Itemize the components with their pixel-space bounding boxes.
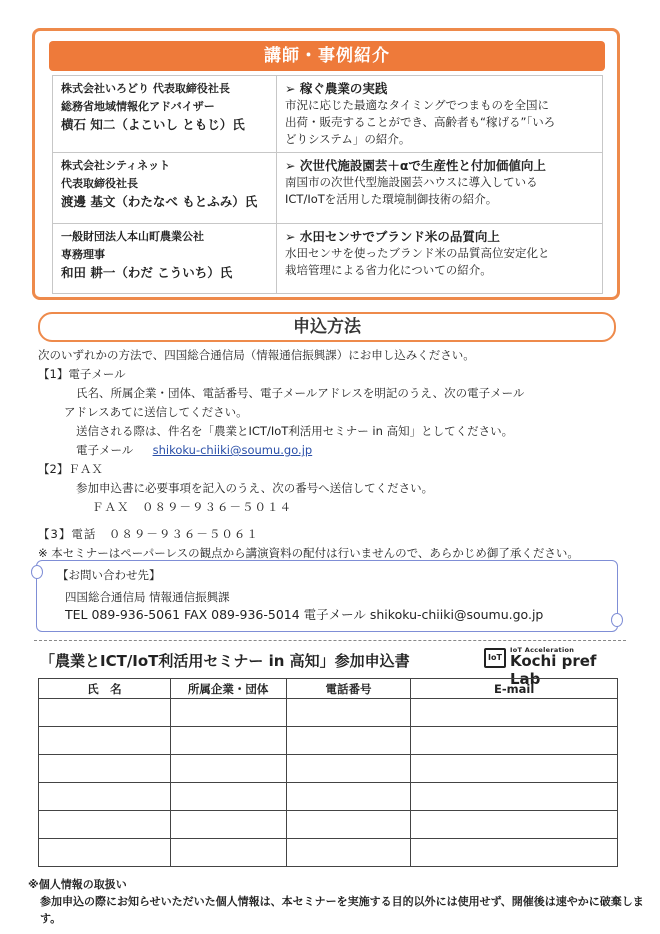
- case-desc: ICT/IoTを活用した環境制御技術の紹介。: [285, 192, 498, 206]
- logo-subtitle: IoT Acceleration: [510, 646, 575, 654]
- privacy-notice: [28, 876, 660, 927]
- case-info: [277, 153, 603, 224]
- fax-number: ＦＡＸ ０８９－９３６－５０１４: [92, 500, 292, 514]
- email-address-link[interactable]: shikoku-chiiki@soumu.go.jp: [152, 443, 313, 457]
- phone-cell[interactable]: [286, 699, 411, 727]
- email-label: 【1】電子メール: [38, 367, 126, 381]
- case-desc: どりシステム」の紹介。: [285, 132, 411, 146]
- table-row: [39, 755, 618, 783]
- privacy-title: ※個人情報の取扱い: [28, 878, 127, 891]
- table-header-row: [39, 679, 618, 699]
- method-intro: 次のいずれかの方法で、四国総合通信局（情報通信振興課）にお申し込みください。: [38, 348, 475, 362]
- speaker-row: [53, 224, 603, 294]
- name-cell[interactable]: [39, 811, 171, 839]
- case-desc: 水田センサを使ったブランド米の品質高位安定化と: [285, 246, 550, 260]
- table-row: [39, 839, 618, 867]
- fax-label: 【2】ＦＡＸ: [38, 462, 103, 476]
- case-desc: 市況に応じた最適なタイミングでつまものを全国に: [285, 98, 550, 112]
- header-phone: 電話番号: [286, 679, 411, 699]
- speaker-info: [53, 76, 277, 153]
- email-instruction: アドレスあてに送信してください。: [64, 405, 248, 419]
- speakers-title: 講師・事例紹介: [49, 41, 605, 71]
- phone-cell[interactable]: [286, 783, 411, 811]
- kochi-pref-lab-logo: [484, 646, 624, 688]
- application-table: [38, 678, 618, 867]
- email-instruction: 氏名、所属企業・団体、電話番号、電子メールアドレスを明記のうえ、次の電子メール: [76, 386, 525, 400]
- form-title: 「農業とICT/IoT利活用セミナー in 高知」参加申込書: [40, 652, 410, 670]
- org-cell[interactable]: [170, 783, 286, 811]
- org-cell[interactable]: [170, 727, 286, 755]
- org-cell[interactable]: [170, 811, 286, 839]
- phone-cell[interactable]: [286, 839, 411, 867]
- tel-line: 【3】電話 ０８９－９３６－５０６１: [38, 527, 259, 541]
- email-address-line: [38, 441, 628, 460]
- method-title: 申込方法: [38, 312, 616, 342]
- phone-cell[interactable]: [286, 755, 411, 783]
- name-cell[interactable]: [39, 755, 171, 783]
- speakers-table: [52, 75, 603, 294]
- privacy-text: 参加申込の際にお知らせいただいた個人情報は、本セミナーを実施する目的以外には使用せず、開催後は速やかに破棄します。: [40, 895, 644, 925]
- table-row: [39, 783, 618, 811]
- speakers-section: [32, 28, 620, 300]
- email-address-label: 電子メール: [76, 443, 134, 457]
- name-cell[interactable]: [39, 839, 171, 867]
- contact-details: TEL 089-936-5061 FAX 089-936-5014 電子メール shikoku-chiiki@soumu.go.jp: [65, 607, 544, 622]
- contact-box: [36, 560, 618, 632]
- org-cell[interactable]: [170, 839, 286, 867]
- logo-mark-icon: IoT: [484, 648, 506, 668]
- case-heading: ➢ 次世代施設園芸＋αで生産性と付加価値向上: [285, 158, 546, 173]
- email-instruction: 送信される際は、件名を「農業とICT/IoT利活用セミナー in 高知」としてください。: [76, 424, 514, 438]
- speaker-info: [53, 153, 277, 224]
- speaker-title: 総務省地域情報化アドバイザー: [61, 100, 215, 113]
- email-cell[interactable]: [411, 755, 618, 783]
- case-heading: ➢ 水田センサでブランド米の品質向上: [285, 229, 500, 244]
- contact-office: 四国総合通信局 情報通信振興課: [65, 590, 230, 604]
- header-org: 所属企業・団体: [170, 679, 286, 699]
- name-cell[interactable]: [39, 727, 171, 755]
- method-body: [38, 346, 628, 563]
- case-desc: 栽培管理による省力化についての紹介。: [285, 263, 492, 277]
- speaker-row: [53, 76, 603, 153]
- table-row: [39, 811, 618, 839]
- email-cell[interactable]: [411, 839, 618, 867]
- speaker-org: 株式会社いろどり 代表取締役社長: [61, 82, 230, 95]
- speaker-org: 株式会社シティネット: [61, 159, 171, 172]
- speaker-title: 代表取締役社長: [61, 177, 138, 190]
- speaker-row: [53, 153, 603, 224]
- email-cell[interactable]: [411, 727, 618, 755]
- table-row: [39, 727, 618, 755]
- name-cell[interactable]: [39, 783, 171, 811]
- speaker-name: 横石 知二（よこいし ともじ）氏: [61, 117, 245, 132]
- speaker-org: 一般財団法人本山町農業公社: [61, 230, 204, 243]
- case-heading: ➢ 稼ぐ農業の実践: [285, 81, 388, 96]
- email-cell[interactable]: [411, 699, 618, 727]
- case-desc: 出荷・販売することができ、高齢者も“稼げる”「いろ: [285, 115, 556, 129]
- table-row: [39, 699, 618, 727]
- case-info: [277, 224, 603, 294]
- org-cell[interactable]: [170, 699, 286, 727]
- fax-instruction: 参加申込書に必要事項を記入のうえ、次の番号へ送信してください。: [76, 481, 434, 495]
- speaker-name: 渡邊 基文（わたなべ もとふみ）氏: [61, 194, 258, 209]
- logo-name: Kochi pref Lab: [510, 652, 597, 688]
- speaker-title: 専務理事: [61, 248, 105, 261]
- phone-cell[interactable]: [286, 811, 411, 839]
- name-cell[interactable]: [39, 699, 171, 727]
- cut-line: [34, 640, 626, 641]
- header-name: 氏 名: [39, 679, 171, 699]
- speaker-name: 和田 耕一（わだ こういち）氏: [61, 265, 233, 280]
- contact-title: 【お問い合わせ先】: [57, 568, 161, 582]
- case-info: [277, 76, 603, 153]
- org-cell[interactable]: [170, 755, 286, 783]
- speaker-info: [53, 224, 277, 294]
- method-note: ※ 本セミナーはペーパーレスの観点から講演資料の配付は行いませんので、あらかじめ御了承ください。: [38, 546, 579, 560]
- phone-cell[interactable]: [286, 727, 411, 755]
- case-desc: 南国市の次世代型施設園芸ハウスに導入している: [285, 175, 538, 189]
- header-email: E-mail: [411, 679, 618, 699]
- email-cell[interactable]: [411, 783, 618, 811]
- email-cell[interactable]: [411, 811, 618, 839]
